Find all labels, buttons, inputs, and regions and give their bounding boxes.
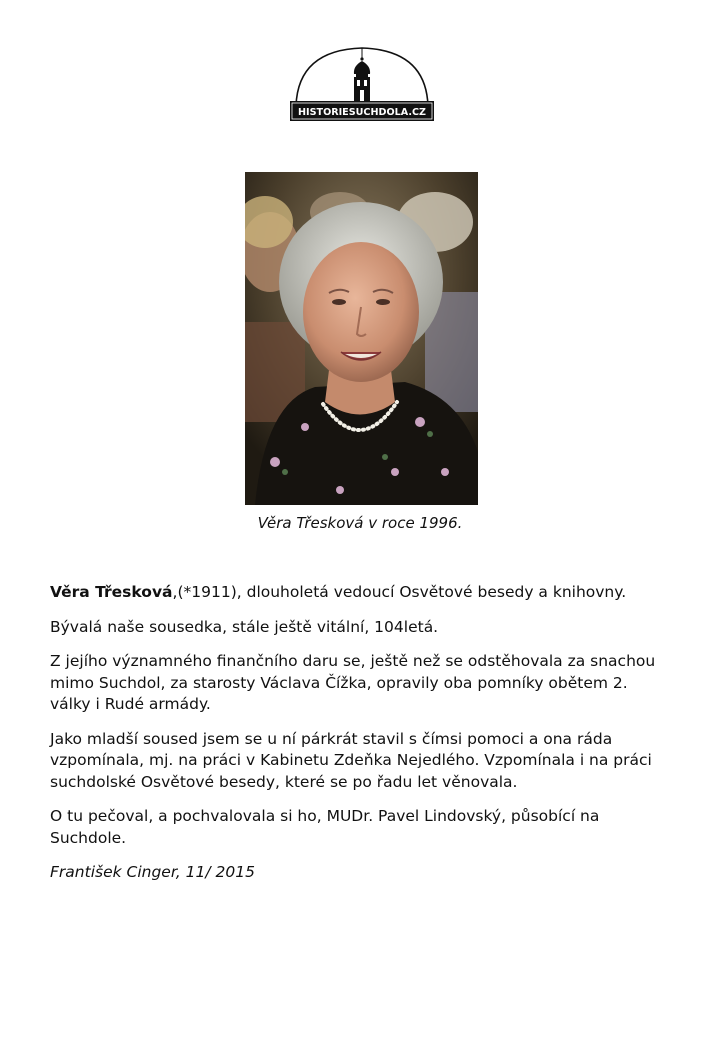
paragraph-neighbor: Bývalá naše sousedka, stále ještě vitální, 104letá. <box>50 617 439 636</box>
intro-paragraph <box>50 582 670 604</box>
author-signature: František Cinger, 11/ 2015 <box>50 863 255 881</box>
site-logo-graphic <box>290 44 434 126</box>
article-body <box>50 582 670 897</box>
logo-text: HISTORIESUCHDOLA.CZ <box>298 107 426 118</box>
person-name: Věra Třesková <box>50 583 173 601</box>
portrait-image <box>245 172 478 505</box>
chapel-icon <box>354 48 370 101</box>
photo-caption: Věra Třesková v roce 1996. <box>257 514 463 532</box>
intro-text: ,(*1911), dlouholetá vedoucí Osvětové besedy a knihovny. <box>172 583 627 601</box>
site-logo <box>290 44 434 126</box>
paragraph-doctor: O tu pečoval, a pochvalovala si ho, MUDr. Pavel Lindovský, působící na Suchdole. <box>50 807 600 847</box>
paragraph-donation: Z jejího významného finančního daru se, ještě než se odstěhovala za snachou mimo Suchdol, za starosty Václava Čížka, opravily oba pomníky obětem 2. války i Rudé armády. <box>50 652 656 713</box>
paragraph-memories: Jako mladší soused jsem se u ní párkrát stavil s čímsi pomoci a ona ráda vzpomínala, mj. na práci v Kabinetu Zdeňka Nejedlého. Vzpomínala i na práci suchdolské Osvětové besedy, které se po řadu let věnovala. <box>50 729 652 791</box>
portrait-photo <box>245 172 478 505</box>
